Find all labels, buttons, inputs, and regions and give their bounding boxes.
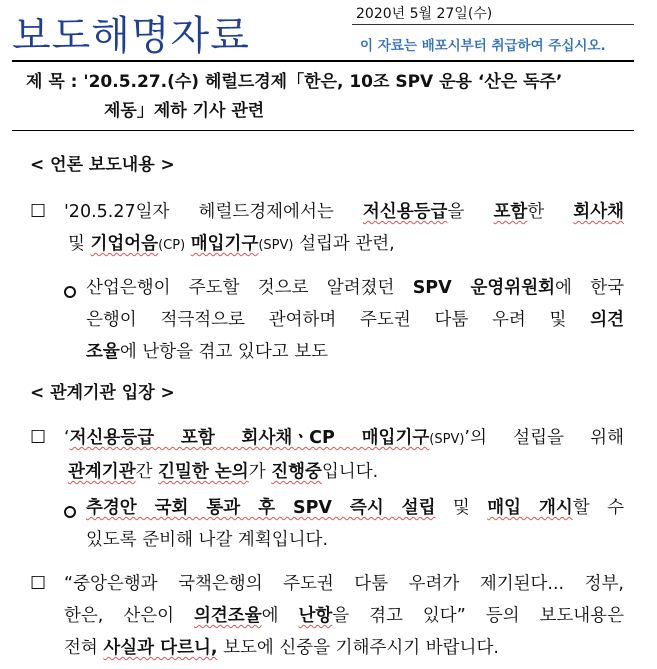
paragraph-line	[64, 600, 624, 632]
emphasis: 난항	[298, 606, 333, 626]
text: '20.5.27일자 헤럴드경제에서는	[64, 202, 363, 222]
text: (CP)	[158, 238, 186, 253]
emphasis: 포함	[493, 202, 528, 222]
embargo-notice: 이 자료는 배포시부터 취급하여 주십시오.	[360, 38, 606, 54]
emphasis: 의견조율	[193, 606, 262, 626]
text: 에 한국	[555, 278, 625, 298]
text: 전혀	[64, 638, 104, 658]
text: 입니다.	[321, 462, 379, 482]
emphasis: 기업어음	[90, 234, 159, 254]
press-report-detail	[86, 272, 624, 368]
paragraph-line	[64, 568, 624, 600]
text: ’의 설립을 위해	[464, 428, 624, 448]
paragraph-line	[86, 524, 624, 556]
emphasis: 매입 개시	[487, 498, 573, 518]
paragraph-line	[64, 196, 624, 228]
emphasis: 진행중	[271, 462, 322, 482]
emphasis: 저신용등급	[362, 202, 448, 222]
text: 은행이 적극적으로 관여하며 주도권 다툼 우려 및	[86, 310, 591, 330]
emphasis: 긴밀한 논의	[158, 462, 249, 482]
emphasis: 관계기관	[68, 462, 136, 482]
text: 에	[261, 606, 299, 626]
text: ‘	[64, 428, 70, 448]
text: 에 난항을 겪고 있다고 보도	[119, 342, 329, 362]
paragraph-line	[86, 304, 624, 336]
text: 산업은행이 주도할 것으로 알려졌던	[86, 278, 413, 298]
text: 간	[135, 462, 159, 482]
agency-position-paragraph	[64, 422, 624, 488]
paragraph-line	[64, 456, 624, 488]
subject-top-rule	[12, 60, 634, 62]
release-date: 2020년 5월 27일(수)	[356, 6, 493, 22]
text: (SPV)	[258, 238, 294, 253]
paragraph-line	[64, 422, 624, 456]
text: 한	[527, 202, 574, 222]
subject-line-2: 제동」제하 기사 관련	[104, 101, 265, 121]
text: 을	[447, 202, 494, 222]
text: 할 수	[572, 498, 625, 518]
emphasis: 추경안 국회 통과 후 SPV 즉시 설립	[86, 498, 436, 518]
sub-bullet-circle	[64, 506, 76, 518]
text: 을 겪고 있다” 등의 보도내용은	[332, 606, 624, 626]
document-type-title: 보도해명자료	[12, 13, 250, 59]
checkbox-marker: ☐	[30, 573, 47, 594]
emphasis: 회사채	[573, 202, 625, 222]
paragraph-line	[86, 272, 624, 304]
emphasis: SPV 운영위원회	[412, 278, 556, 298]
text: 있도록 준비해 나갈 계획입니다.	[86, 530, 329, 550]
header-divider	[352, 24, 634, 25]
paragraph-line	[64, 228, 624, 262]
section-heading-agency-position: < 관계기관 입장 >	[30, 383, 175, 403]
paragraph-line	[86, 492, 624, 524]
checkbox-marker: ☐	[30, 427, 47, 448]
sub-bullet-circle	[64, 286, 76, 298]
emphasis: 저신용등급 포함 회사채ㆍCP 매입기구	[69, 428, 430, 448]
emphasis: 매입기구	[190, 234, 259, 254]
emphasis: 의견	[590, 310, 624, 330]
agency-plan-detail	[86, 492, 624, 556]
emphasis: 조율	[86, 342, 120, 362]
emphasis: 사실과 다르니,	[103, 638, 218, 658]
subject-bottom-rule	[12, 130, 634, 131]
text: 한은, 산은이	[64, 606, 194, 626]
subject-line-1: 제 목 : '20.5.27.(수) 헤럴드경제「한은, 10조 SPV 운용 ‘산은 독주’	[26, 72, 563, 92]
checkbox-marker: ☐	[30, 201, 47, 222]
text: (SPV)	[429, 432, 465, 447]
text: 및	[435, 498, 488, 518]
denial-paragraph	[64, 568, 624, 664]
text: 보도에 신중을 기해주시기 바랍니다.	[217, 638, 499, 658]
press-report-paragraph	[64, 196, 624, 262]
text: “중앙은행과 국책은행의 주도권 다툼 우려가 제기된다... 정부,	[64, 574, 624, 594]
section-heading-press-report: < 언론 보도내용 >	[30, 155, 175, 175]
subject-block	[26, 68, 626, 126]
paragraph-line	[64, 632, 624, 664]
text: 및	[68, 234, 91, 254]
text: 가	[248, 462, 272, 482]
text: 설립과 관련,	[293, 234, 395, 254]
paragraph-line	[86, 336, 624, 368]
